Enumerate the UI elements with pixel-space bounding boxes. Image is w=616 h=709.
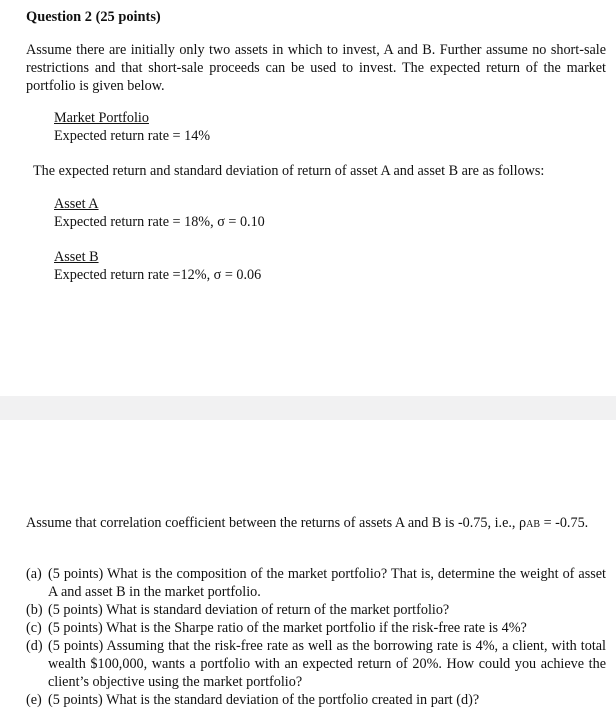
correlation-text-after: = -0.75. bbox=[540, 515, 589, 531]
part-text: (5 points) What is the standard deviation of the portfolio created in part (d)? bbox=[48, 692, 480, 708]
question-part-b bbox=[26, 601, 606, 619]
question-parts-list bbox=[26, 565, 606, 709]
asset-a-label: Asset A bbox=[54, 196, 99, 212]
correlation-text-before: Assume that correlation coefficient between the returns of assets A and B is -0.75, i.e., bbox=[26, 515, 520, 531]
question-title: Question 2 (25 points) bbox=[26, 9, 161, 25]
part-label: (d) bbox=[26, 638, 43, 654]
market-portfolio-label: Market Portfolio bbox=[54, 110, 149, 126]
page-separator bbox=[0, 396, 616, 420]
question-part-e bbox=[26, 691, 606, 709]
part-text: (5 points) Assuming that the risk-free rate as well as the borrowing rate is 4%, a client, with total wealth $100,000, wants a portfolio with an expected return of 20%. How could you achieve the client’s objective using the market portfolio? bbox=[48, 638, 606, 690]
rho-symbol: ρ bbox=[519, 515, 527, 531]
question-intro: Assume there are initially only two assets in which to invest, A and B. Further assume no short-sale restrictions and that short-sale proceeds can be used to invest. The expected return of the market portfolio is given below. bbox=[26, 42, 606, 94]
question-part-a bbox=[26, 565, 606, 601]
asset-a-rate: Expected return rate = 18%, σ = 0.10 bbox=[54, 214, 265, 230]
asset-b-label: Asset B bbox=[54, 249, 99, 265]
question-part-c bbox=[26, 619, 606, 637]
rho-subscript: AB bbox=[526, 519, 541, 530]
part-label: (a) bbox=[26, 566, 42, 582]
part-label: (e) bbox=[26, 692, 42, 708]
asset-b-rate: Expected return rate =12%, σ = 0.06 bbox=[54, 267, 262, 283]
part-text: (5 points) What is the Sharpe ratio of the market portfolio if the risk-free rate is 4%? bbox=[48, 620, 527, 636]
question-part-d bbox=[26, 637, 606, 691]
market-portfolio-rate: Expected return rate = 14% bbox=[54, 128, 211, 144]
part-label: (c) bbox=[26, 620, 42, 636]
correlation-statement bbox=[26, 514, 606, 534]
assets-intro: The expected return and standard deviation of return of asset A and asset B are as follows: bbox=[33, 163, 545, 179]
part-text: (5 points) What is the composition of the market portfolio? That is, determine the weight of asset A and asset B in the market portfolio. bbox=[48, 566, 606, 600]
part-label: (b) bbox=[26, 602, 43, 618]
part-text: (5 points) What is standard deviation of return of the market portfolio? bbox=[48, 602, 450, 618]
